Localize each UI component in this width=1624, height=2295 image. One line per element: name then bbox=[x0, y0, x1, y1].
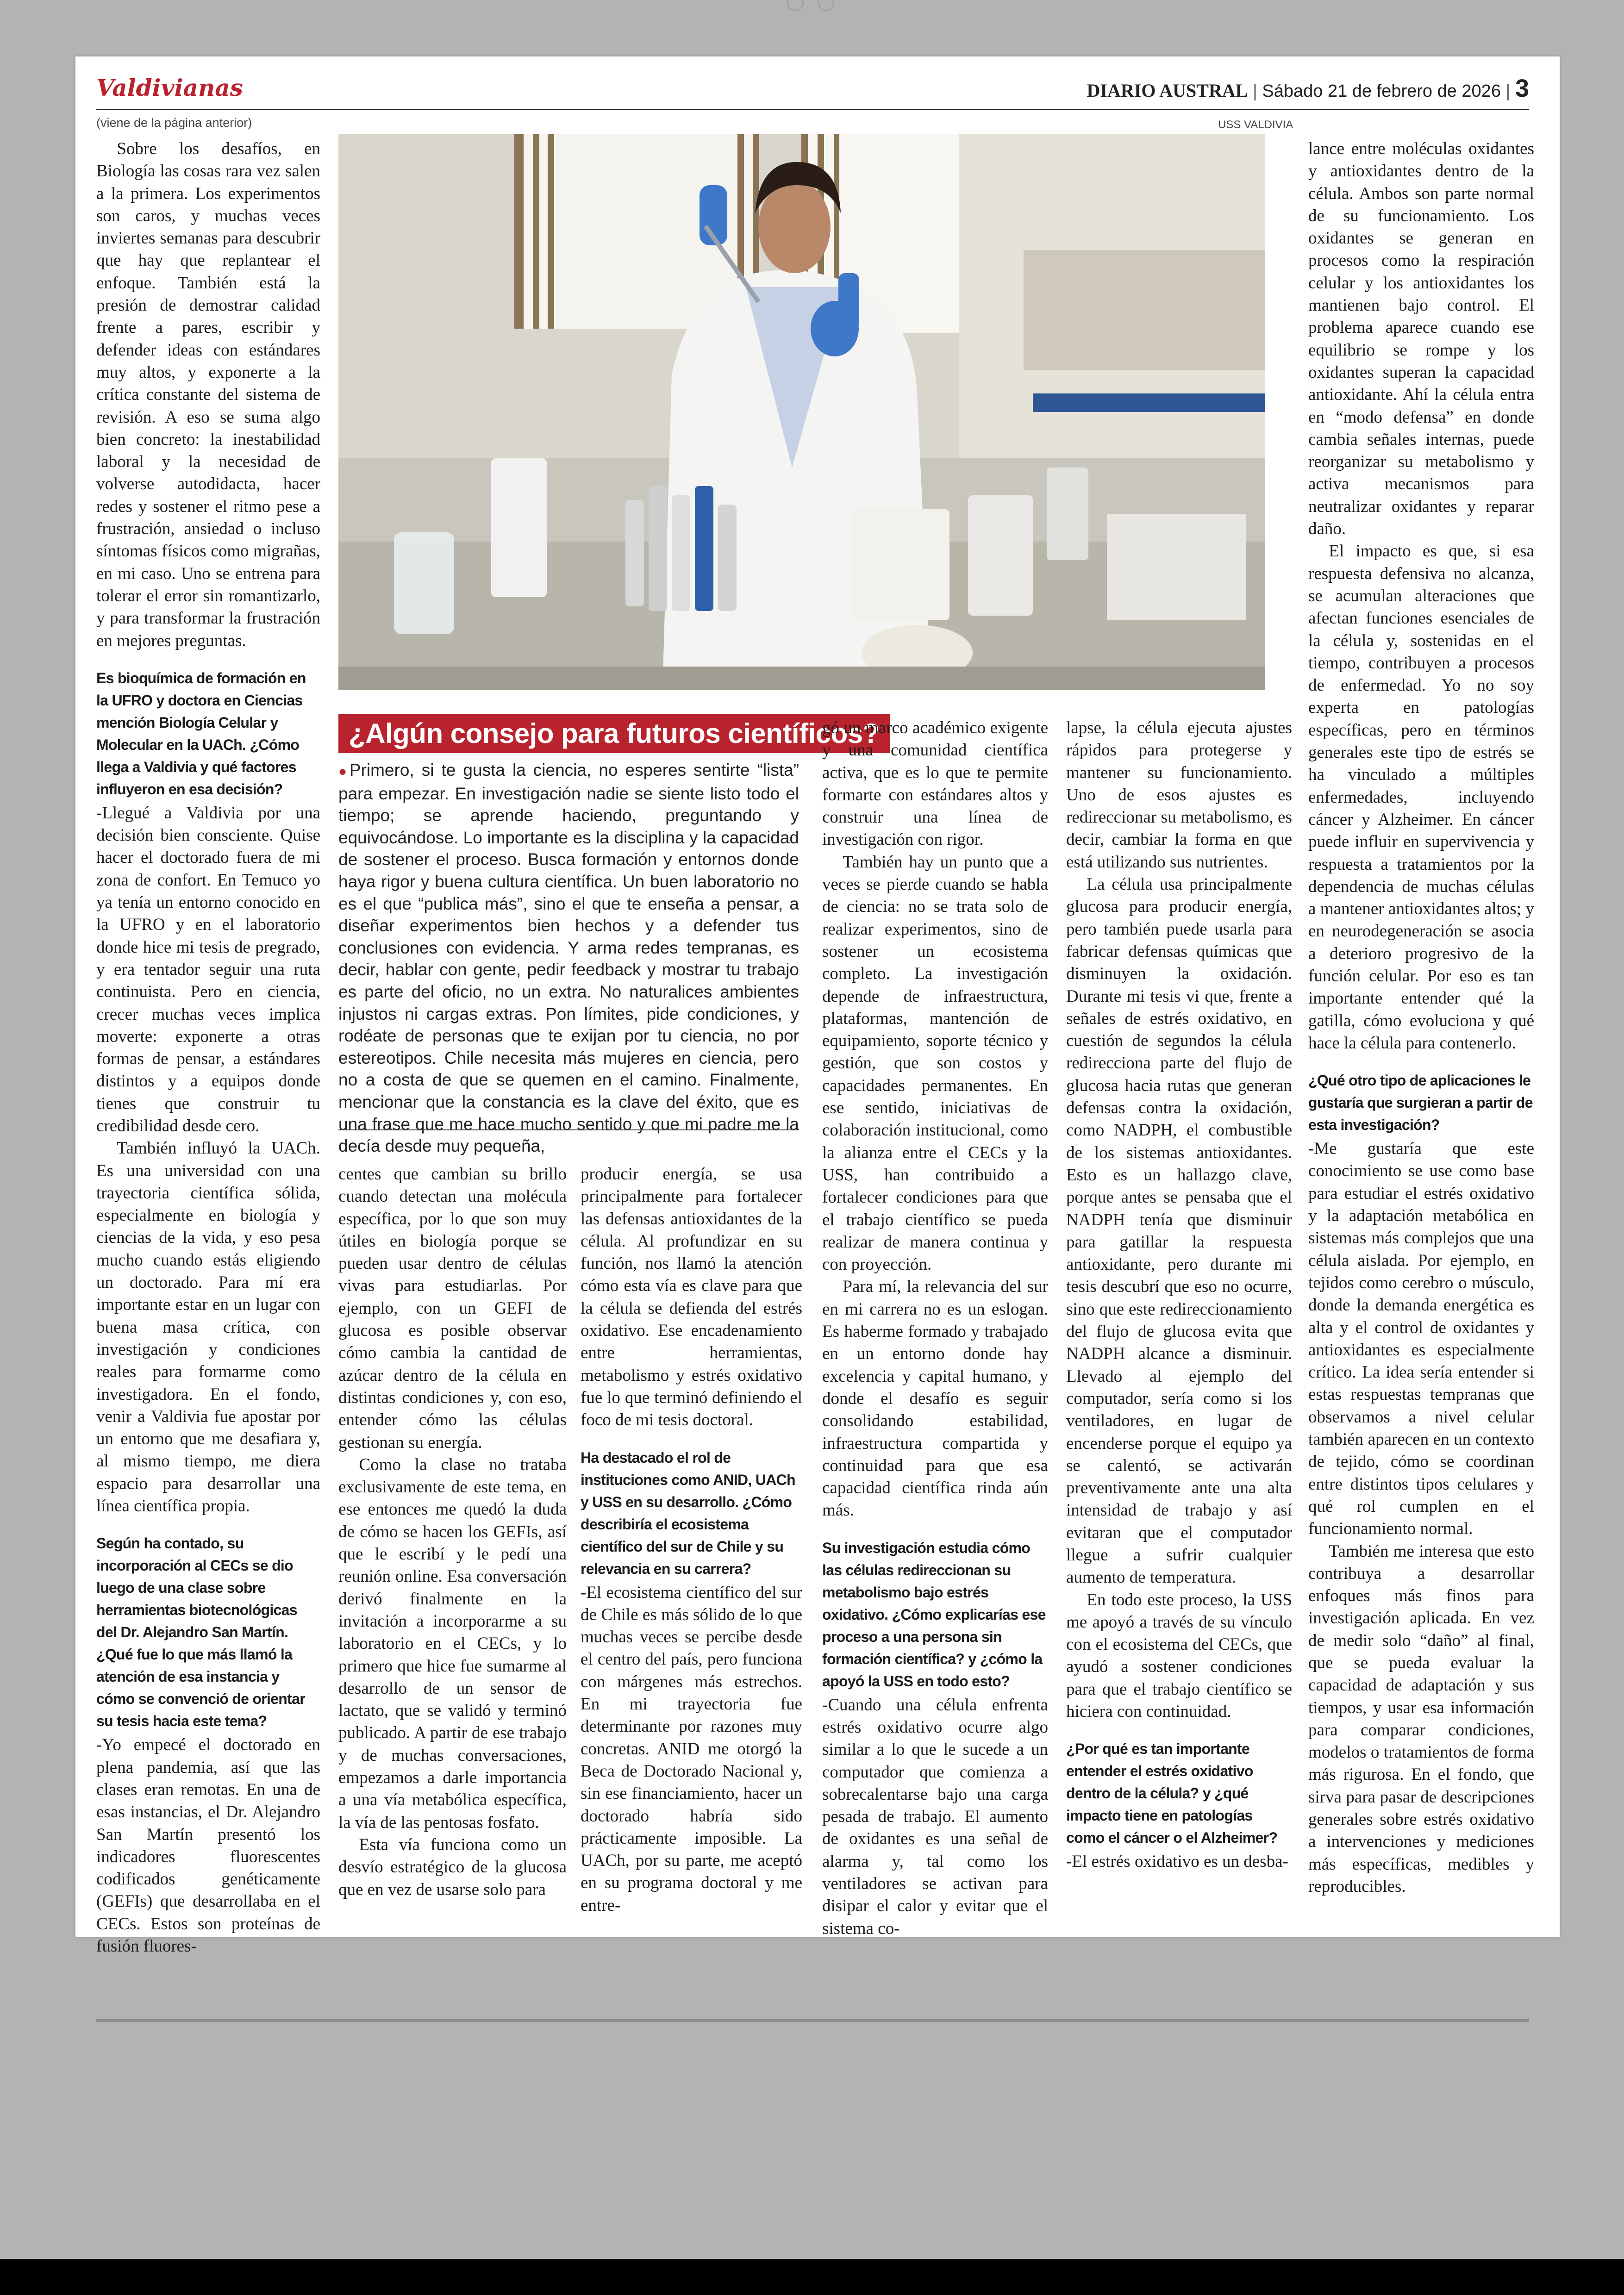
section-title: Valdivianas bbox=[96, 74, 243, 101]
page-number: 3 bbox=[1515, 75, 1529, 102]
photo-credit: USS VALDIVIA bbox=[1218, 118, 1293, 131]
interview-question: ¿Por qué es tan importante entender el estrés oxidativo dentro de la célula? y ¿qué impacto tiene en patologías como el cáncer o el Alzheimer? bbox=[1066, 1740, 1278, 1846]
interview-answer: -El estrés oxidativo es un desba- bbox=[1066, 1852, 1288, 1871]
article-column-5 bbox=[1066, 717, 1292, 1873]
paragraph: Para mí, la relevancia del sur en mi carrera no es un eslogan. Es haberme formado y trabajado en un entorno donde hay excelencia y capital humano, y donde el desafío es seguir consolidando estabilidad, infraestructura compartida y continuidad para que esa capacidad científica rinda aún más. bbox=[822, 1277, 1048, 1520]
paragraph: El impacto es que, si esa respuesta defensiva no alcanza, se acumulan alteraciones que afectan funciones esenciales de la célula y, sostenidas en el tiempo, contribuyen a procesos de enfermedad. Yo no soy experta en patologías específicas, pero en términos generales este tipo de estrés se ha vinculado a múltiples enfermedades, incluyendo cáncer y Alzheimer. En cáncer puede influir en supervivencia y respuesta a tratamientos por la dependencia de muchas células a mantener antioxidantes altos; y en neurodegeneración se asocia a deterioro progresivo de la función celular. Por eso es tan importante entender qué la gatilla, cómo evoluciona y qué hace la célula para contenerlo. bbox=[1308, 542, 1534, 1053]
box-divider bbox=[338, 1129, 799, 1130]
interview-question: Ha destacado el rol de instituciones como ANID, UACh y USS en su desarrollo. ¿Cómo describiría el ecosistema científico del sur de Chile y su relevancia en su carrera? bbox=[581, 1449, 795, 1577]
interview-answer: -Me gustaría que este conocimiento se use como base para estudiar el estrés oxidativo y la adaptación metabólica en sistemas más complejos que una célula aislada. Por ejemplo, en tejidos como cerebro o músculo, donde la demanda energética es alta y el control de oxidantes y antioxidantes es especialmente crítico. La idea sería entender si estas respuestas tempranas que observamos a nivel celular también aparecen en un contexto de tejido, cómo se coordinan entre distintos tipos celulares y qué rol cumplen en el funcionamiento normal. bbox=[1308, 1139, 1534, 1539]
header-rule bbox=[96, 109, 1529, 110]
issue-date: Sábado 21 de febrero de 2026 bbox=[1262, 81, 1501, 101]
page-indicator-dot bbox=[818, 0, 834, 11]
lab-scientist-photo bbox=[338, 134, 1265, 690]
continued-note: (viene de la página anterior) bbox=[96, 116, 252, 130]
advice-box-title: ¿Algún consejo para futuros científicos? bbox=[338, 714, 890, 753]
paragraph: En todo este proceso, la USS me apoyó a través de su vínculo con el ecosistema del CECs, que ayudó a sostener condiciones para que el trabajo científico se hiciera con continuidad. bbox=[1066, 1590, 1292, 1721]
paragraph: producir energía, se usa principalmente para fortalecer las defensas antioxidantes de la célula. Al profundizar en su función, nos llamó la atención cómo esta vía es clave para que la célula se defienda del estrés oxidativo. Ese encadenamiento entre herramientas, metabolismo y estrés oxidativo fue lo que terminó definiendo el foco de mi tesis doctoral. bbox=[581, 1165, 802, 1430]
interview-answer: -Cuando una célula enfrenta estrés oxidativo ocurre algo similar a lo que le sucede a un computador que comienza a sobrecalentarse bajo una carga pesada de trabajo. El aumento de oxidantes es una señal de alarma y, tal como los ventiladores se activan para disipar el calor y evitar que el sistema co- bbox=[822, 1695, 1048, 1938]
interview-answer: -Yo empecé el doctorado en plena pandemia, así que las clases eran remotas. En una de esas instancias, el Dr. Alejandro San Martín presentó los indicadores fluorescentes codificados genéticamente (GEFIs) que desarrollaba en el CECs. Estos son proteínas de fusión fluores- bbox=[96, 1735, 320, 1956]
advice-box-text bbox=[338, 759, 799, 1157]
page-header-info: DIARIO AUSTRAL | Sábado 21 de febrero de 2026 | 3 bbox=[1087, 75, 1529, 102]
article-column-2 bbox=[338, 1163, 567, 1901]
paragraph: También me interesa que esto contribuya a desarrollar enfoques más finos para investigación aplicada. En vez de medir solo “daño” al final, que se pueda evaluar la capacidad de adaptación y sus tiempos, y usar esa información para comparar condiciones, modelos o tratamientos de forma más rigurosa. En el fondo, que sirva para pasar de descripciones generales sobre estrés oxidativo a intervenciones y mediciones más específicas, medibles y reproducibles. bbox=[1308, 1541, 1534, 1896]
paragraph: lapse, la célula ejecuta ajustes rápidos para protegerse y mantener su funcionamiento. Uno de esos ajustes es redireccionar su metabolismo, es decir, cambiar la forma en que está utilizando sus nutrientes. bbox=[1066, 718, 1292, 872]
paragraph: La célula usa principalmente glucosa para producir energía, pero también puede usarla para fabricar defensas químicas que disminuyen la oxidación. Durante mi tesis vi que, frente a señales de estrés oxidativo, en cuestión de segundos la célula redirecciona parte del flujo de glucosa hacia rutas que generan defensas contra la oxidación, como NADPH, el combustible de los sistemas antioxidantes. Esto es un hallazgo clave, porque antes se pensaba que el NADPH tenía que disminuir para gatillar la respuesta antioxidante, pero durante mi tesis descubrí que eso no ocurre, sino que este redireccionamiento del flujo de glucosa evita que NADPH alcance a disminuir. Llevado al ejemplo del computador, sería como si los ventiladores, en lugar de encenderse porque el equipo ya se calentó, se activarán preventivamente ante una alta intensidad de trabajo y así evitaran que el computador llegue a sufrir cualquier aumento de temperatura. bbox=[1066, 875, 1292, 1587]
paragraph: También hay un punto que a veces se pierde cuando se habla de ciencia: no se trata solo de realizar experimentos, sino de sostener un ecosistema completo. La investigación depende de infraestructura, plataformas, mantención de equipamiento, soporte técnico y gestión, que son costos y capacidades permanentes. En ese sentido, iniciativas de colaboración institucional, como la alianza entre el CECs y la USS, han contribuido a fortalecer condiciones para que el trabajo científico se pueda realizar de manera continua y con proyección. bbox=[822, 852, 1048, 1274]
paragraph: También influyó la UACh. Es una universidad con una trayectoria científica sólida, especialmente en biología y ciencias de la vida, y eso pesa mucho cuando estás eligiendo un doctorado. Para mí era importante estar en un lugar con buena masa crítica, con investigación y condiciones reales para formarme como investigadora. En el fondo, venir a Valdivia fue apostar por un entorno que me desafiara y, al mismo tiempo, me diera espacio para desarrollar una línea científica propia. bbox=[96, 1139, 320, 1516]
interview-question: ¿Qué otro tipo de aplicaciones le gustaría que surgieran a partir de esta investigación? bbox=[1308, 1072, 1533, 1134]
paragraph: Sobre los desafíos, en Biología las cosas rara vez salen a la primera. Los experimentos son caros, y muchas veces inviertes semanas para descubrir que hay que replantear el enfoque. También está la presión de demostrar calidad frente a pares, escribir y defender ideas con estándares muy altos, y exponerte a la crítica constante del sistema de revisión. A eso se suma algo bien concreto: la inestabilidad laboral y la necesidad de volverse autodidacta, hacer redes y sostener el ritmo pese a frustración, ansiedad o incluso síntomas físicos como migrañas, en mi caso. Uno se entrena para tolerar el error sin romantizarlo, y para transformar la frustración en mejores preguntas. bbox=[96, 139, 320, 650]
viewer-bottom-bar bbox=[0, 2259, 1624, 2295]
interview-answer: -Llegué a Valdivia por una decisión bien consciente. Quise hacer el doctorado fuera de mi zona de confort. En Temuco yo ya tenía un entorno conocido en la UFRO y en el laboratorio donde hice mi tesis de pregrado, y era tentador seguir una ruta continuista. Pero en ciencia, crecer muchas veces implica moverte: exponerte a otras formas de pensar, a estándares distintos y a equipos donde tienes que construir tu credibilidad desde cero. bbox=[96, 803, 320, 1135]
page-indicator-dot bbox=[787, 0, 804, 11]
newspaper-name: DIARIO AUSTRAL bbox=[1087, 80, 1248, 101]
advice-text: Primero, si te gusta la ciencia, no esperes sentirte “lista” para empezar. En investigación nadie se siente listo todo el tiempo; se aprende haciendo, preguntando y equivocándose. Lo importante es la disciplina y la capacidad de sostener el proceso. Busca formación y entornos donde haya rigor y buena cultura científica. Un buen laboratorio no es el que “publica más”, sino el que te enseña a pensar, a diseñar experimentos bien hechos y a defender tus conclusiones con evidencia. Y arma redes tempranas, es decir, hablar con gente, pedir feedback y mostrar tu trabajo es parte del oficio, no un extra. No naturalices ambientes injustos ni cargas extras. Pon límites, pide condiciones, y rodéate de personas que te exijan por tu ciencia, no por estereotipos. Chile necesita más mujeres en ciencia, pero no a costa de que se quemen en el camino. Finalmente, mencionar que la constancia es la clave del éxito, que es una frase que me hace mucho sentido y que mi padre me la decía desde muy pequeña, bbox=[338, 761, 799, 1156]
viewer-divider bbox=[96, 2019, 1529, 2022]
paragraph: lance entre moléculas oxidantes y antioxidantes dentro de la célula. Ambos son parte normal de su funcionamiento. Los oxidantes se generan en procesos como la respiración celular y los antioxidantes los mantienen bajo control. El problema aparece cuando ese equilibrio se rompe y los oxidantes superan la capacidad antioxidante. Ahí la célula entra en “modo defensa” en donde cambia señales internas, puede reorganizar su metabolismo y activa mecanismos para neutralizar oxidantes y reparar daño. bbox=[1308, 139, 1534, 539]
interview-question: Es bioquímica de formación en la UFRO y doctora en Ciencias mención Biología Celular y Molecular en la UACh. ¿Cómo llega a Valdivia y qué factores influyeron en esa decisión? bbox=[96, 669, 306, 798]
bullet-icon: ● bbox=[338, 764, 350, 779]
page-indicator bbox=[782, 0, 843, 12]
paragraph: gó un marco académico exigente y una comunidad científica activa, que es lo que te permite formarte con estándares altos y construir una línea de investigación con rigor. bbox=[822, 718, 1048, 849]
article-column-1 bbox=[96, 138, 320, 1958]
article-column-6 bbox=[1308, 138, 1534, 1898]
interview-question: Según ha contado, su incorporación al CECs se dio luego de una clase sobre herramientas biotecnológicas del Dr. Alejandro San Martín. ¿Qué fue lo que más llamó la atención de esa instancia y cómo se convenció de orientar su tesis hacia este tema? bbox=[96, 1535, 305, 1730]
paragraph: centes que cambian su brillo cuando detectan una molécula específica, por lo que son muy útiles en biología porque se pueden usar dentro de células vivas para estudiarlas. Por ejemplo, con un GEFI de glucosa es posible observar cómo cambia la cantidad de azúcar dentro de la célula en distintas condiciones y, con eso, entender cómo las células gestionan su energía. bbox=[338, 1165, 567, 1452]
interview-answer: -El ecosistema científico del sur de Chile es más sólido de lo que muchas veces se percibe desde el centro del país, pero funciona con márgenes más estrechos. En mi trayectoria fue determinante por razones muy concretas. ANID me otorgó la Beca de Doctorado Nacional y, sin ese financiamiento, hacer un doctorado habría sido prácticamente imposible. La UACh, por su parte, me aceptó en su programa doctoral y me entre- bbox=[581, 1583, 802, 1915]
paragraph: Esta vía funciona como un desvío estratégico de la glucosa que en vez de usarse solo para bbox=[338, 1835, 567, 1899]
interview-question: Su investigación estudia cómo las células redireccionan su metabolismo bajo estrés oxidativo. ¿Cómo explicarías ese proceso a una persona sin formación científica? y ¿cómo la apoyó la USS en todo esto? bbox=[822, 1539, 1046, 1690]
newspaper-page bbox=[75, 56, 1560, 1956]
paragraph: Como la clase no trataba exclusivamente de este tema, en ese entonces me quedó la duda de cómo se hacen los GEFIs, así que le escribí y le pedí una reunión online. Esa conversación derivó finalmente en la invitación a incorporarme a su laboratorio en el CECs, y lo primero que hice fue sumarme al desarrollo de un sensor de lactato, que se validó y terminó publicado. A partir de ese trabajo y de muchas conversaciones, empezamos a darle importancia a una vía metabólica específica, la vía de las pentosas fosfato. bbox=[338, 1455, 567, 1832]
article-column-4 bbox=[822, 717, 1048, 1940]
article-column-3 bbox=[581, 1163, 802, 1917]
